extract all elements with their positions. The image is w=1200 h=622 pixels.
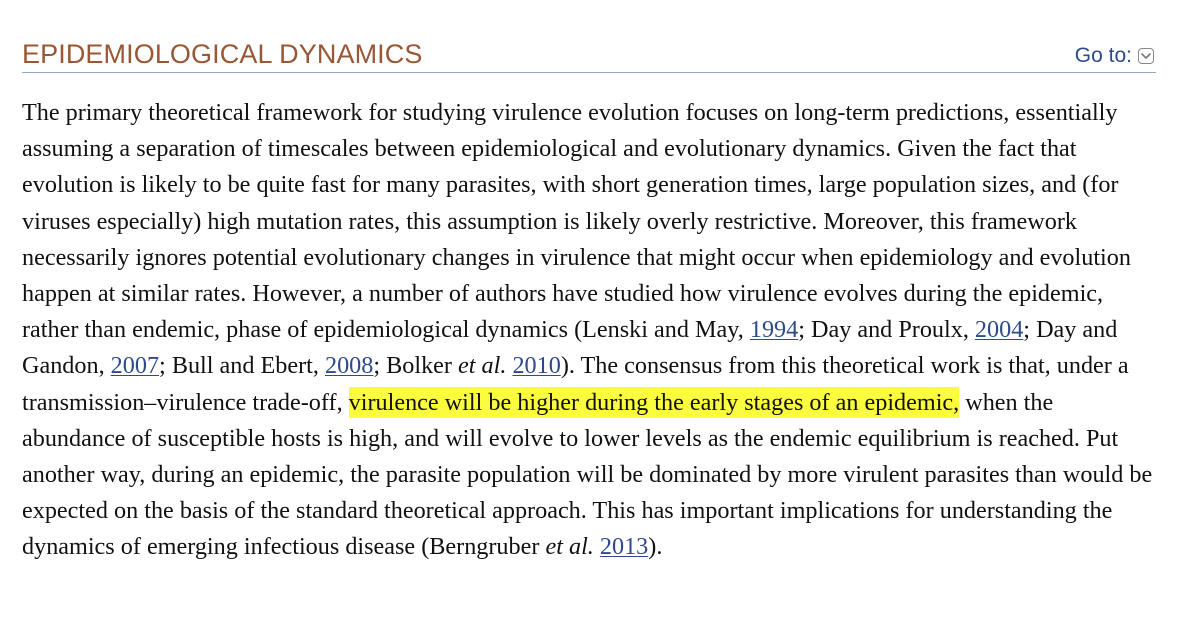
paragraph-text: ). [648,533,663,561]
citation-link-bolker-2010[interactable]: 2010 [512,352,561,380]
paragraph-text: ; Bolker [373,352,459,380]
citation-link-day-gandon-2007[interactable]: 2007 [110,352,160,380]
goto-label[interactable]: Go to: [1074,44,1132,67]
goto-menu[interactable] [1075,44,1154,68]
highlighted-text: virulence will be higher during the early stages of an epidemic, [348,388,960,416]
citation-link-lenski-1994[interactable]: 1994 [749,316,799,344]
paragraph-text: The primary theoretical framework for studying virulence evolution focuses on long-term predictions, essentially assuming a separation of timescales between epidemiological and evolutionary dynamics. Given the fact that evolution is likely to be quite fast for many parasites, with short generation times, large population sizes, and (for viruses especially) high mutation rates, this assumption is likely overly restrictive. Moreover, this framework necessarily ignores potential evolutionary changes in virulence that might occur when epidemiology and evolution happen at similar rates. However, a number of authors have studied how virulence evolves during the epidemic, rather than endemic, phase of epidemiological dynamics (Lenski and May, [22,99,1131,344]
paragraph-text: ; Day and Proulx, [798,316,975,344]
citation-link-berngruber-2013[interactable]: 2013 [599,533,649,561]
section-heading-row [22,36,1156,73]
paragraph-text: ). The consensus from this theoretical work is that, under a transmission–virulence trade-off, [22,352,1129,416]
citation-link-day-proulx-2004[interactable]: 2004 [974,316,1024,344]
paragraph-text: ; Bull and Ebert, [159,352,325,380]
et-al-italic: et al. [545,533,594,561]
paragraph-text: ; Day and Gandon, [22,316,1118,380]
et-al-italic: et al. [458,352,507,380]
citation-link-bull-ebert-2008[interactable]: 2008 [324,352,374,380]
chevron-down-icon[interactable] [1138,48,1154,64]
body-paragraph [22,95,1160,566]
section-title: EPIDEMIOLOGICAL DYNAMICS [22,39,423,69]
paragraph-text: when the abundance of susceptible hosts is high, and will evolve to lower levels as the endemic equilibrium is reached. Put another way, during an epidemic, the parasite population will be dominated by more virulent parasites than would be expected on the basis of the standard theoretical approach. This has important implications for understanding the dynamics of emerging infectious disease (Berngruber [22,388,1153,561]
article-section [22,36,1156,566]
